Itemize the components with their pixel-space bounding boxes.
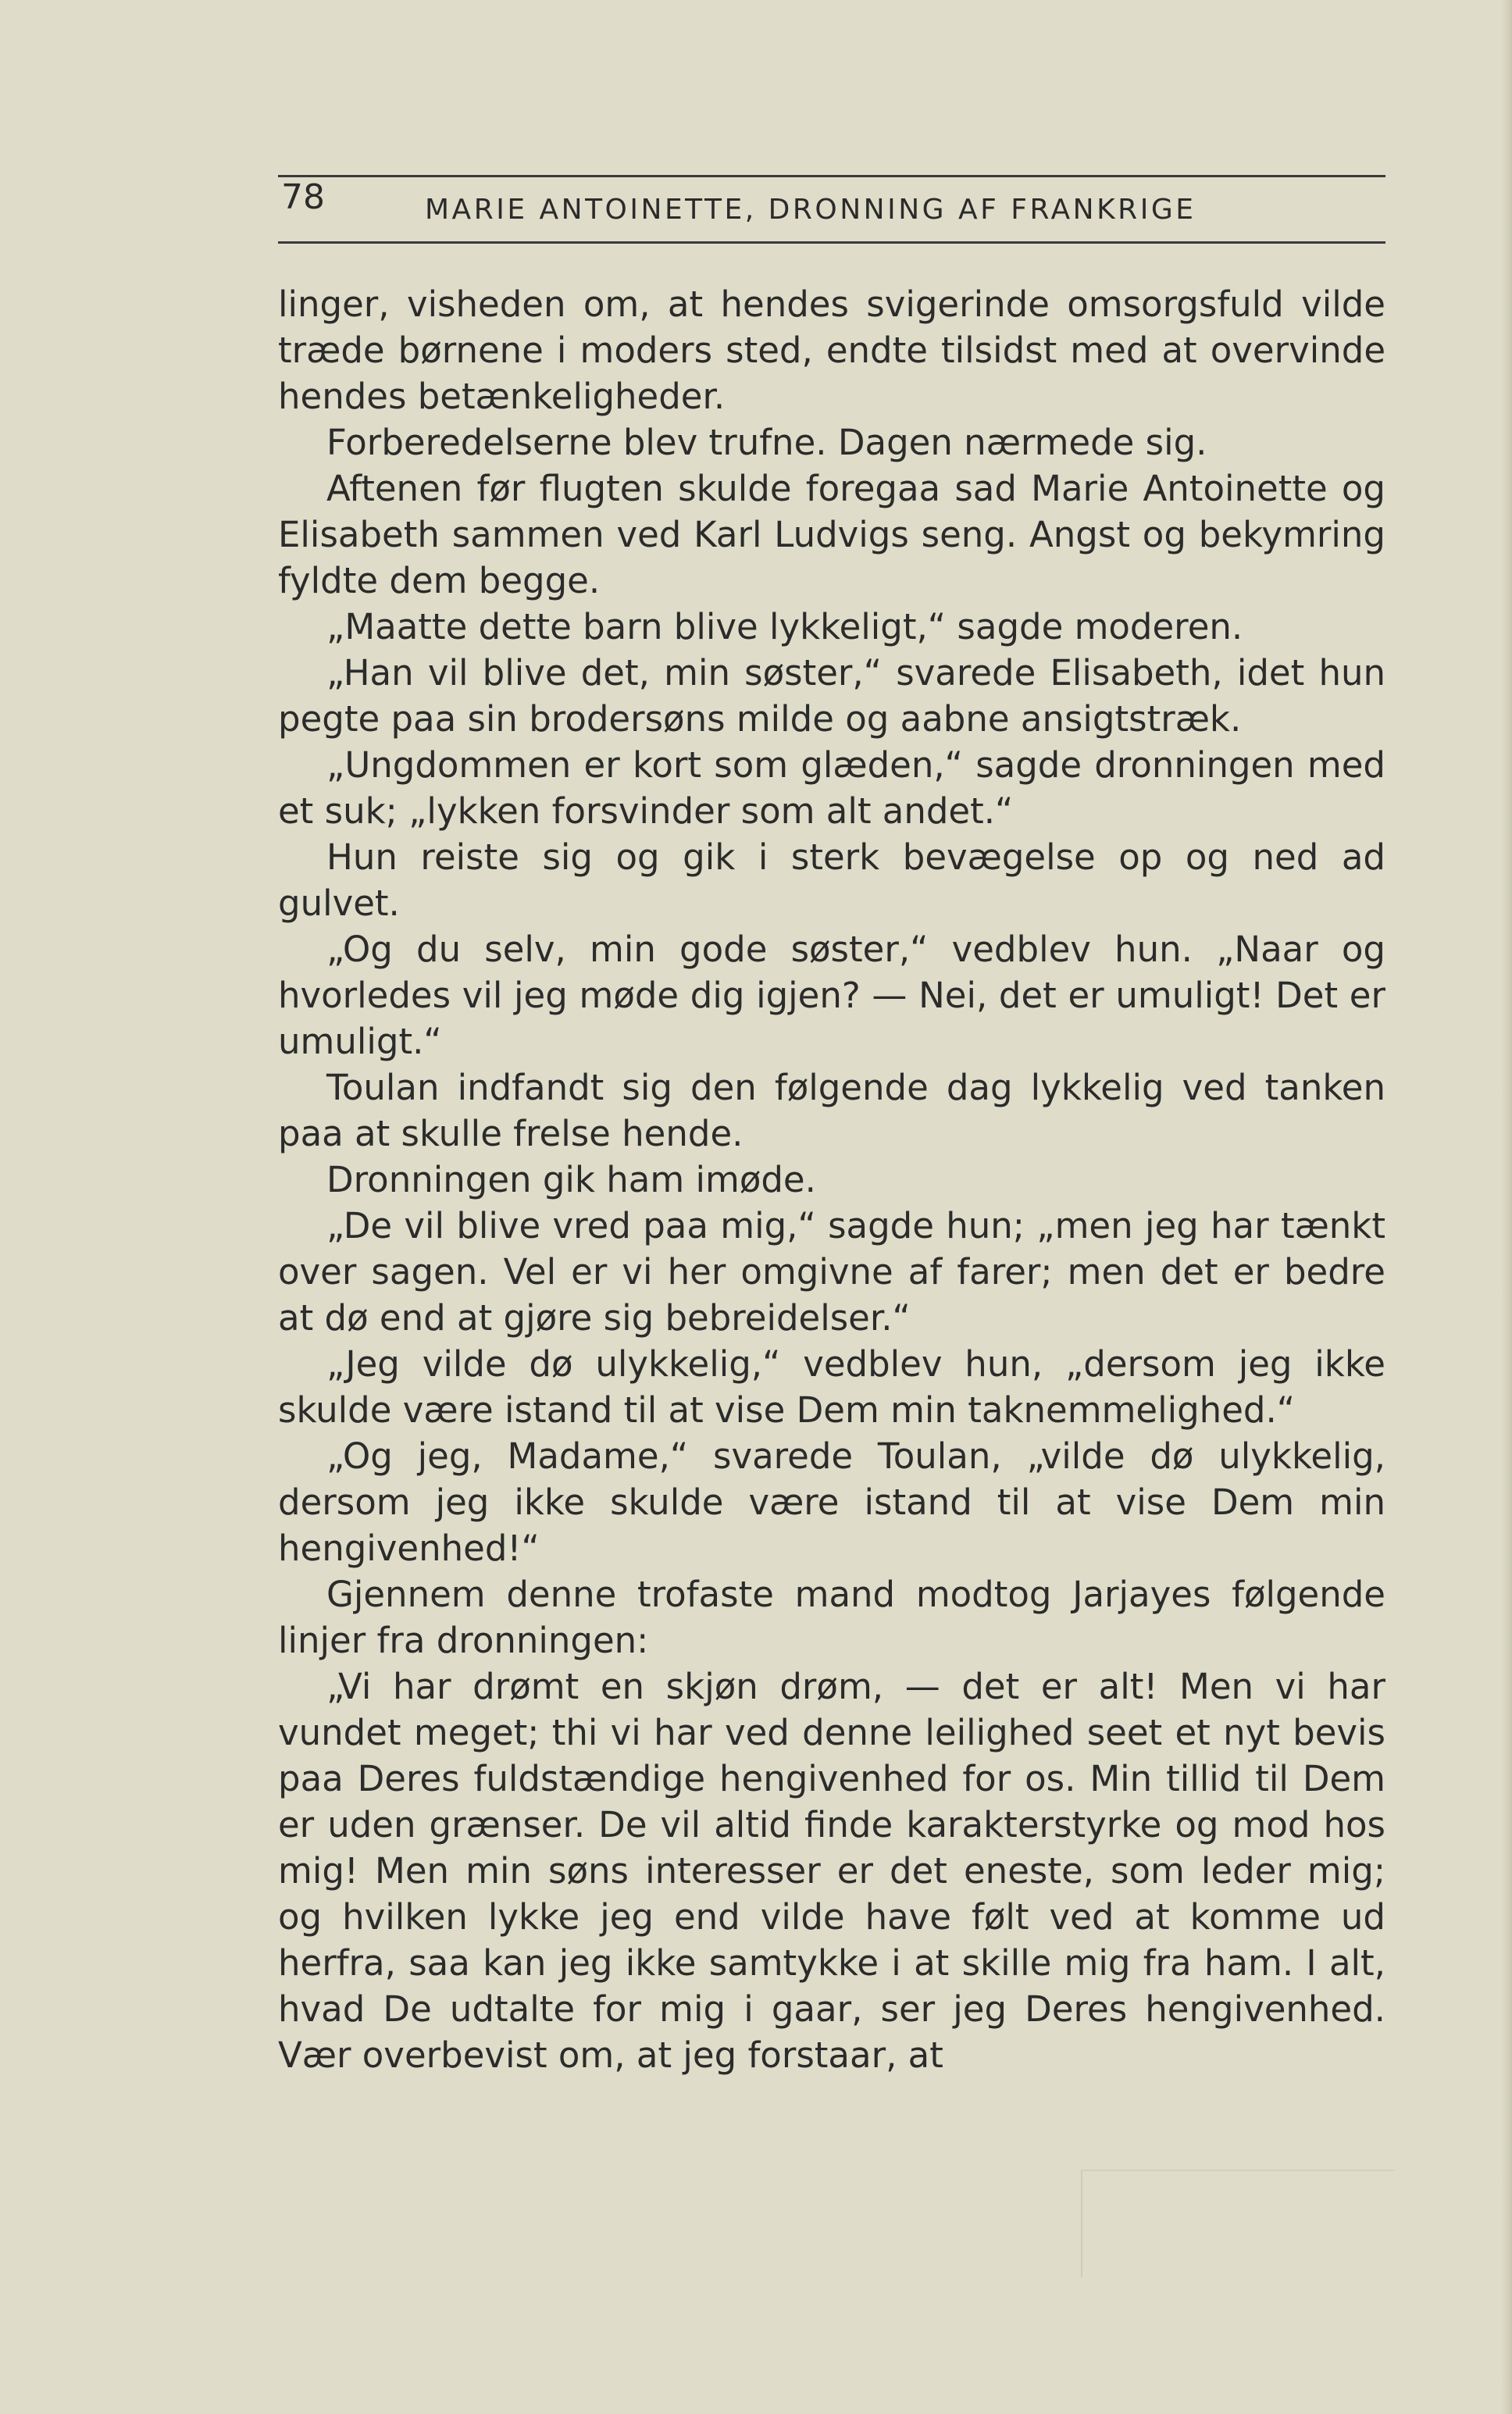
paragraph: „Vi har drømt en skjøn drøm, — det er alt! Men vi har vundet meget; thi vi har ved denne leilighed seet et nyt bevis paa Deres fuldstændige hengivenhed for os. Min tillid til Dem er uden grænser. De vil altid finde karakterstyrke og mod hos mig! Men min søns interesser er det eneste, som leder mig; og hvilken lykke jeg end vilde have følt ved at komme ud herfra, saa kan jeg ikke samtykke i at skille mig fra ham. I alt, hvad De udtalte for mig i gaar, ser jeg Deres hengivenhed. Vær overbevist om, at jeg forstaar, at bbox=[278, 1666, 1385, 2076]
paragraph: „De vil blive vred paa mig,“ sagde hun; „men jeg har tænkt over sagen. Vel er vi her omgivne af farer; men det er bedre at dø end at gjøre sig bebreidelser.“ bbox=[278, 1205, 1385, 1339]
paragraph: „Maatte dette barn blive lykkeligt,“ sagde moderen. bbox=[326, 606, 1243, 647]
paragraph: linger, visheden om, at hendes svigerinde omsorgsfuld vilde træde børnene i moders sted, endte tilsidst med at overvinde hendes betænkeligheder. bbox=[278, 283, 1385, 417]
paragraph: Toulan indfandt sig den følgende dag lykkelig ved tanken paa at skulle frelse hende. bbox=[278, 1067, 1385, 1154]
body-text bbox=[278, 281, 1385, 2078]
paragraph: „Og du selv, min gode søster,“ vedblev hun. „Naar og hvorledes vil jeg møde dig igjen? — Nei, det er umuligt! Det er umuligt.“ bbox=[278, 929, 1385, 1062]
running-head bbox=[278, 175, 1385, 244]
paragraph: Hun reiste sig og gik i sterk bevægelse op og ned ad gulvet. bbox=[278, 836, 1385, 924]
paragraph: Aftenen før flugten skulde foregaa sad Marie Antoinette og Elisabeth sammen ved Karl Ludvigs seng. Angst og bekymring fyldte dem begge. bbox=[278, 468, 1385, 601]
paragraph: „Og jeg, Madame,“ svarede Toulan, „vilde dø ulykkelig, dersom jeg ikke skulde være istand til at vise Dem min hengivenhed!“ bbox=[278, 1435, 1385, 1569]
paragraph: Dronningen gik ham imøde. bbox=[326, 1159, 816, 1200]
paragraph: Forberedelserne blev trufne. Dagen nærmede sig. bbox=[326, 422, 1207, 463]
page-number: 78 bbox=[281, 177, 325, 217]
page-edge bbox=[1501, 0, 1512, 2414]
paragraph: „Ungdommen er kort som glæden,“ sagde dronningen med et suk; „lykken forsvinder som alt andet.“ bbox=[278, 744, 1385, 832]
paragraph: „Han vil blive det, min søster,“ svarede Elisabeth, idet hun pegte paa sin brodersøns milde og aabne ansigtstræk. bbox=[278, 652, 1385, 740]
paragraph: Gjennem denne trofaste mand modtog Jarjayes følgende linjer fra dronningen: bbox=[278, 1574, 1385, 1661]
margin-mark bbox=[1081, 2170, 1395, 2277]
text-block bbox=[278, 175, 1385, 2078]
running-title: MARIE ANTOINETTE, DRONNING AF FRANKRIGE bbox=[425, 194, 1196, 226]
paragraph: „Jeg vilde dø ulykkelig,“ vedblev hun, „dersom jeg ikke skulde være istand til at vise Dem min taknemmelighed.“ bbox=[278, 1343, 1385, 1431]
